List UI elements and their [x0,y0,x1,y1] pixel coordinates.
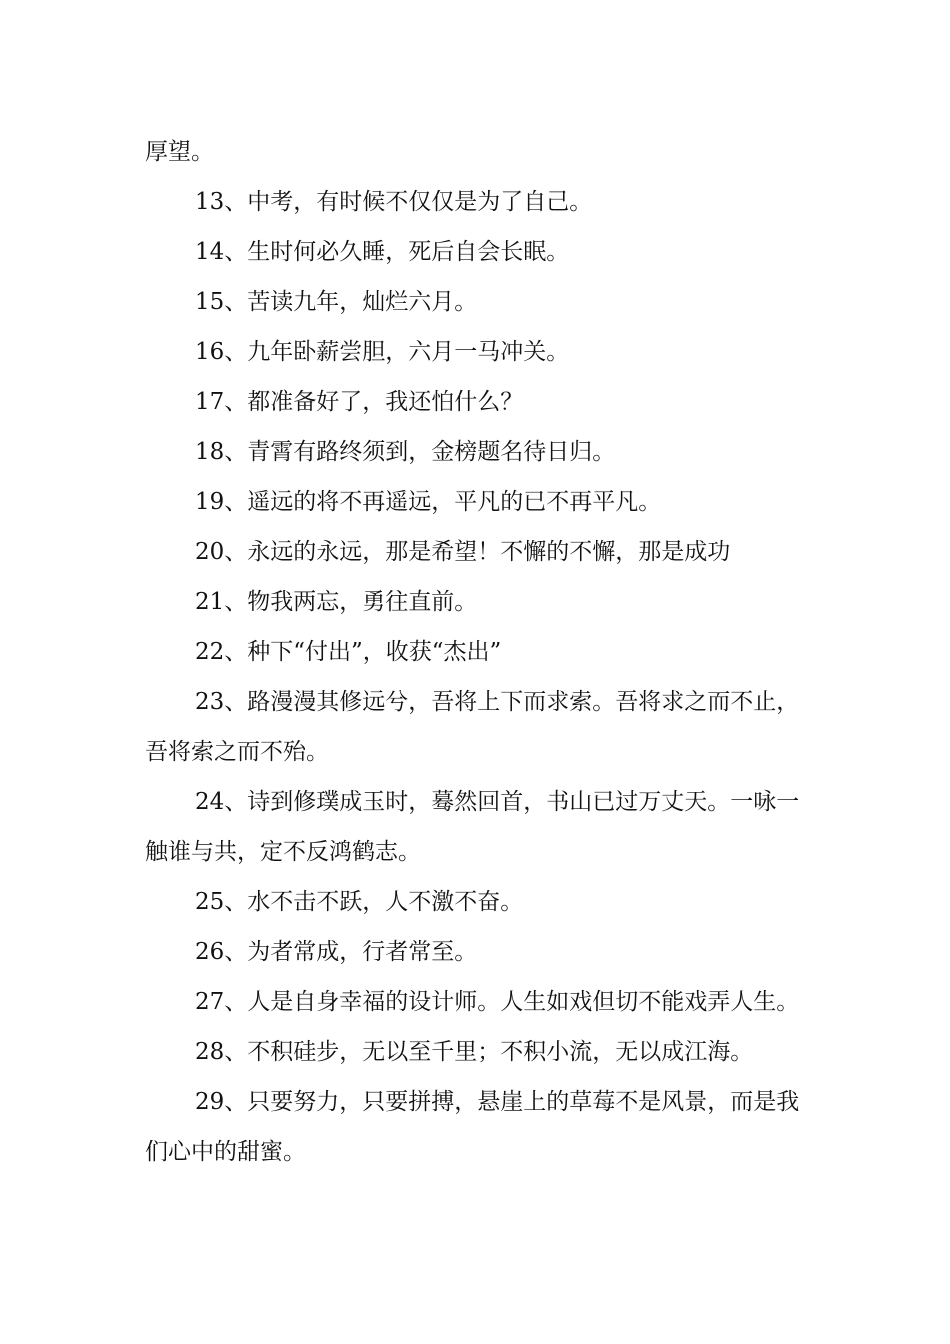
paragraph-16: 16、九年卧薪尝胆，六月一马冲关。 [195,339,570,365]
paragraph-29: 29、只要努力，只要拼搏，悬崖上的草莓不是风景，而是我们心中的甜蜜。 [145,1089,800,1165]
paragraph-24: 24、诗到修璞成玉时，蓦然回首，书山已过万丈天。一咏一触谁与共，定不反鸿鹤志。 [145,789,800,865]
paragraph-26: 26、为者常成，行者常至。 [195,939,478,965]
paragraph-15: 15、苦读九年，灿烂六月。 [195,289,478,315]
paragraph-22: 22、种下“付出”，收获“杰出” [195,639,502,665]
paragraph-17: 17、都准备好了，我还怕什么？ [195,389,524,415]
paragraph-14: 14、生时何必久睡，死后自会长眠。 [195,239,570,265]
paragraph-13: 13、中考，有时候不仅仅是为了自己。 [195,189,593,215]
paragraph-20: 20、永远的永远，那是希望！不懈的不懈，那是成功 [195,539,731,565]
paragraph-23: 23、路漫漫其修远兮，吾将上下而求索。吾将求之而不止，吾将索之而不殆。 [145,689,800,765]
paragraph-27: 27、人是自身幸福的设计师。人生如戏但切不能戏弄人生。 [195,989,800,1015]
paragraph-28: 28、不积硅步，无以至千里；不积小流，无以成江海。 [195,1039,754,1065]
paragraph-21: 21、物我两忘，勇往直前。 [195,589,478,615]
paragraph-continuation: 厚望。 [145,139,214,165]
paragraph-25: 25、水不击不跃，人不激不奋。 [195,889,524,915]
paragraph-18: 18、青霄有路终须到，金榜题名待日归。 [195,439,616,465]
document-body [145,127,810,1177]
paragraph-19: 19、遥远的将不再遥远，平凡的已不再平凡。 [195,489,662,515]
